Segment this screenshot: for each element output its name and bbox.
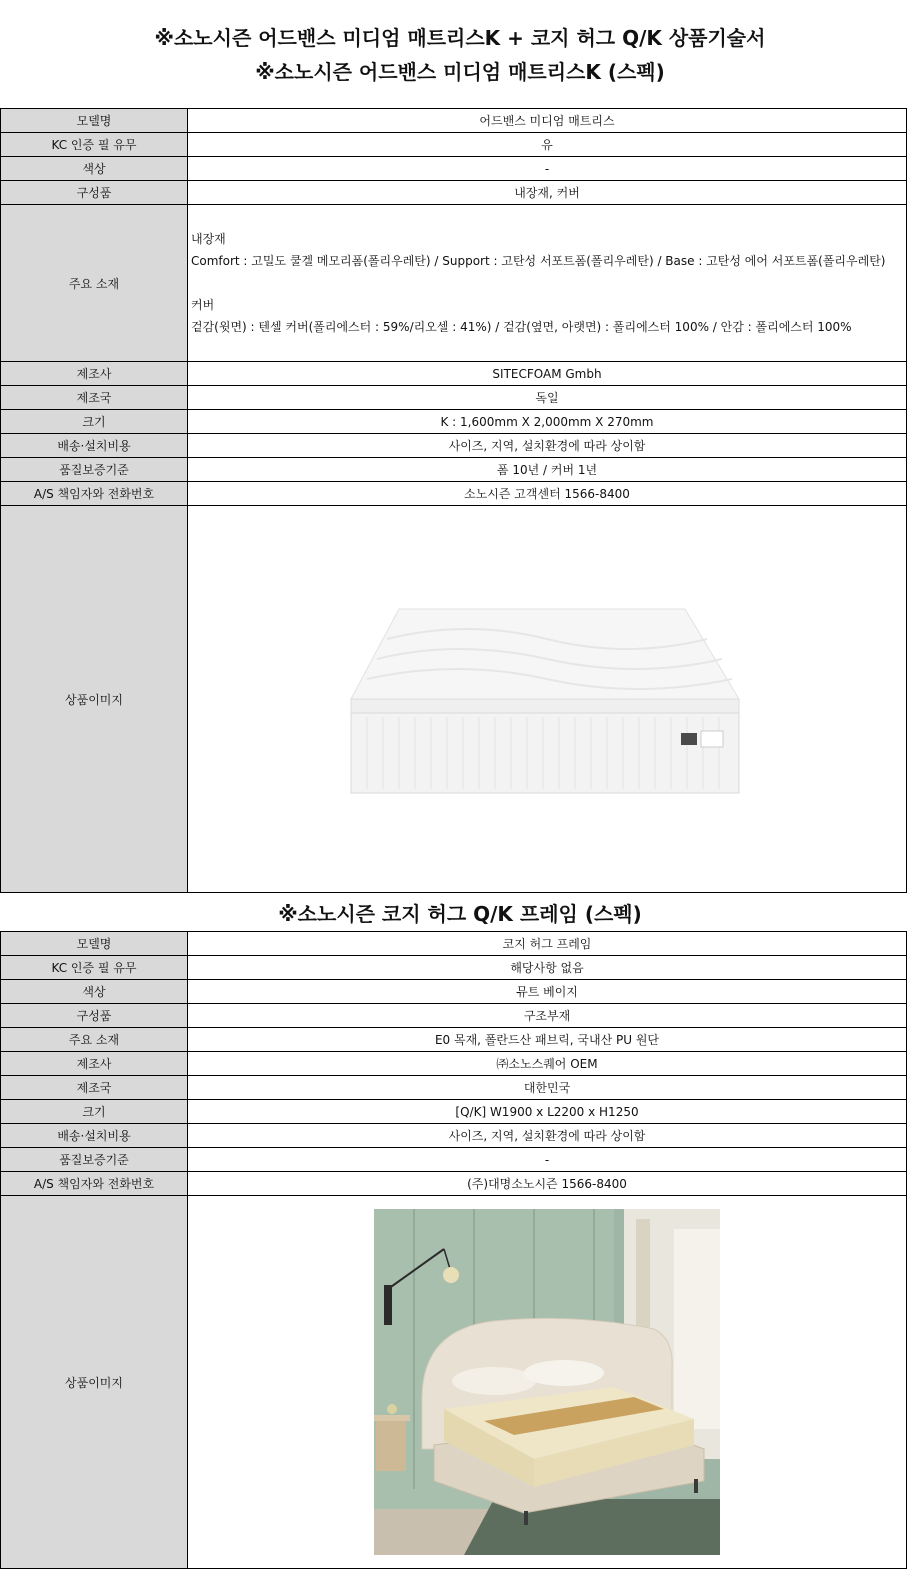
inner-material-title: 내장재 <box>191 232 226 246</box>
row-value: 소노시즌 고객센터 1566-8400 <box>188 482 907 506</box>
row-value: 사이즈, 지역, 설치환경에 따라 상이함 <box>188 1124 907 1148</box>
row-value: 유 <box>188 133 907 157</box>
table-row <box>1 205 907 362</box>
product-image-cell <box>188 506 907 893</box>
table-row <box>1 386 907 410</box>
row-label: 제조사 <box>1 1052 188 1076</box>
row-label: 품질보증기준 <box>1 1148 188 1172</box>
frame-spec-heading: ※소노시즌 코지 허그 Q/K 프레임 (스펙) <box>278 902 642 926</box>
row-value: 대한민국 <box>188 1076 907 1100</box>
table-row <box>1 1148 907 1172</box>
row-label: 주요 소재 <box>1 205 188 362</box>
row-value: ㈜소노스퀘어 OEM <box>188 1052 907 1076</box>
row-label: A/S 책임자와 전화번호 <box>1 482 188 506</box>
table-row <box>1 506 907 893</box>
row-value: E0 목재, 폴란드산 패브릭, 국내산 PU 원단 <box>188 1028 907 1052</box>
row-label: 제조국 <box>1 386 188 410</box>
table-row <box>1 956 907 980</box>
table-row <box>1 410 907 434</box>
table-row <box>1 434 907 458</box>
row-label: 품질보증기준 <box>1 458 188 482</box>
row-label: 색상 <box>1 980 188 1004</box>
row-value: 사이즈, 지역, 설치환경에 따라 상이함 <box>188 434 907 458</box>
row-label: 크기 <box>1 410 188 434</box>
document-title: ※소노시즌 어드밴스 미디엄 매트리스K + 코지 허그 Q/K 상품기술서 <box>154 26 766 50</box>
row-label: 구성품 <box>1 181 188 205</box>
row-value: 어드밴스 미디엄 매트리스 <box>188 109 907 133</box>
table-row <box>1 181 907 205</box>
mattress-image <box>347 599 747 799</box>
cover-material-text: 겉감(윗면) : 텐셀 커버(폴리에스터 : 59%/리오셀 : 41%) / 겉감(옆면, 아랫면) : 폴리에스터 100% / 안감 : 폴리에스터 100% <box>191 320 852 334</box>
table-row <box>1 1052 907 1076</box>
table-row <box>1 1028 907 1052</box>
table-row <box>1 1004 907 1028</box>
table-row <box>1 1172 907 1196</box>
table-row <box>1 1100 907 1124</box>
row-value: 내장재, 커버 <box>188 181 907 205</box>
row-label: 주요 소재 <box>1 1028 188 1052</box>
row-value: 구조부재 <box>188 1004 907 1028</box>
row-label: A/S 책임자와 전화번호 <box>1 1172 188 1196</box>
row-value: K : 1,600mm X 2,000mm X 270mm <box>188 410 907 434</box>
row-label: 제조사 <box>1 362 188 386</box>
table-row <box>1 1196 907 1569</box>
row-label: 구성품 <box>1 1004 188 1028</box>
row-label: 색상 <box>1 157 188 181</box>
row-value: (주)대명소노시즌 1566-8400 <box>188 1172 907 1196</box>
material-description <box>188 205 907 362</box>
row-label: KC 인증 필 유무 <box>1 133 188 157</box>
table-row <box>1 932 907 956</box>
table-row <box>1 133 907 157</box>
table-row <box>1 482 907 506</box>
inner-material-text: Comfort : 고밀도 쿨겔 메모리폼(폴리우레탄) / Support : 고탄성 서포트폼(폴리우레탄) / Base : 고탄성 에어 서포트폼(폴리우레탄) <box>191 254 886 268</box>
table-row <box>1 1124 907 1148</box>
table-row <box>1 1076 907 1100</box>
table-row <box>1 362 907 386</box>
table-row <box>1 980 907 1004</box>
row-value: [Q/K] W1900 x L2200 x H1250 <box>188 1100 907 1124</box>
row-label: 모델명 <box>1 932 188 956</box>
table-row <box>1 109 907 133</box>
row-label: 크기 <box>1 1100 188 1124</box>
row-label: 상품이미지 <box>1 1196 188 1569</box>
row-label: 상품이미지 <box>1 506 188 893</box>
row-value: 독일 <box>188 386 907 410</box>
row-label: 모델명 <box>1 109 188 133</box>
frame-spec-table <box>0 931 907 1569</box>
bed-frame-image <box>374 1209 720 1555</box>
table-row <box>1 157 907 181</box>
row-value: 코지 허그 프레임 <box>188 932 907 956</box>
row-label: 배송·설치비용 <box>1 434 188 458</box>
row-value: 폼 10년 / 커버 1년 <box>188 458 907 482</box>
row-value: 뮤트 베이지 <box>188 980 907 1004</box>
row-value: SITECFOAM Gmbh <box>188 362 907 386</box>
cover-material-title: 커버 <box>191 298 215 312</box>
table-row <box>1 458 907 482</box>
row-label: 제조국 <box>1 1076 188 1100</box>
row-value: - <box>188 157 907 181</box>
row-label: KC 인증 필 유무 <box>1 956 188 980</box>
mattress-spec-heading: ※소노시즌 어드밴스 미디엄 매트리스K (스펙) <box>255 60 665 84</box>
row-label: 배송·설치비용 <box>1 1124 188 1148</box>
row-value: - <box>188 1148 907 1172</box>
mattress-spec-table <box>0 108 907 893</box>
product-image-cell <box>188 1196 907 1569</box>
row-value: 해당사항 없음 <box>188 956 907 980</box>
